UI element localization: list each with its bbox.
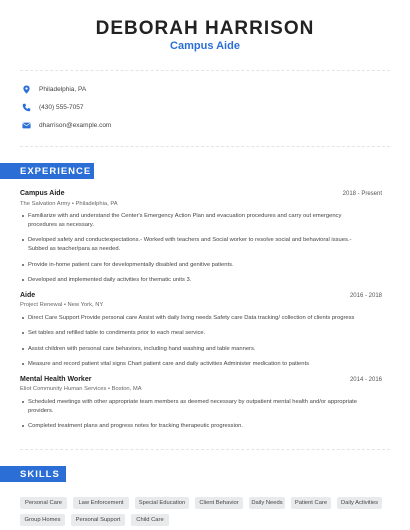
job-org: Project Renewal (20, 302, 63, 308)
job-bullet: Developed and implemented daily activities for thematic units 3. (28, 276, 368, 285)
skill-chip: Personal Care (20, 497, 67, 509)
skill-chip: Client Behavior (195, 497, 243, 509)
job-org: Eliot Community Human Services (20, 386, 107, 392)
contact-location-text: Philadelphia, PA (39, 85, 87, 93)
job-bullet: Developed safety and conductexpectations.- Worked with teachers and Social worker to resolve social and behavioral issues.- Subbed as teacher/para as needed. (28, 236, 368, 253)
divider (20, 146, 390, 147)
job-org-line: Eliot Community Human Services • Boston, MA (20, 386, 142, 392)
contact-location (22, 83, 86, 95)
location-pin-icon (22, 85, 31, 94)
email-icon (22, 121, 31, 130)
job-location: Philadelphia, PA (75, 201, 118, 207)
experience-heading: EXPERIENCE (0, 163, 94, 179)
job-org-line: Project Renewal • New York, NY (20, 302, 104, 308)
job-title: Campus Aide (20, 190, 65, 197)
job-dates: 2014 - 2016 (349, 377, 382, 383)
job-bullet: Assist children with personal care behaviors, including hand washing and table manners. (28, 345, 368, 354)
job-location: Boston, MA (111, 386, 142, 392)
phone-icon (22, 103, 31, 112)
contact-phone-text: (430) 555-7057 (39, 103, 84, 111)
job-bullet: Direct Care Support Provide personal care Assist with daily living needs Safety care Data tracking/ collection of clients progress (28, 314, 368, 323)
job-bullet: Provide in-home patient care for developmentally disabled and genitive patients. (28, 261, 368, 270)
job-dates: 2018 - Present (342, 191, 382, 197)
job-bullet: Set tables and refilled table to condiments prior to each meal service. (28, 329, 368, 338)
job-org: The Salvation Army (20, 201, 71, 207)
skill-chip: Patient Care (291, 497, 331, 509)
skill-chip: Daily Needs (249, 497, 285, 509)
skills-heading: SKILLS (0, 466, 66, 482)
divider (20, 449, 390, 450)
job-bullet: Scheduled meetings with other appropriate team members as deemed necessary by outpatient mental health and/or appropriate providers. (28, 398, 368, 415)
contact-email-text: dharrison@example.com (39, 121, 112, 129)
skill-chip: Personal Support (71, 514, 125, 526)
divider (20, 70, 390, 71)
skill-chip: Group Homes (20, 514, 65, 526)
job-bullet: Completed treatment plans and progress notes for tracking therapeutic progression. (28, 422, 368, 431)
job-bullet: Measure and record patient vital signs Chart patient care and daily activities Administer medication to patients (28, 360, 368, 369)
job-dates: 2016 - 2018 (349, 293, 382, 299)
job-title-headline: Campus Aide (170, 40, 240, 52)
job-location: New York, NY (67, 302, 104, 308)
skill-chip: Daily Activities (337, 497, 382, 509)
candidate-name: DEBORAH HARRISON (95, 18, 315, 39)
job-bullet: Familiarize with and understand the Center's Emergency Action Plan and evacuation procedures and carry out emergency procedures as necessary. (28, 212, 368, 229)
skill-chip: Child Care (131, 514, 169, 526)
skill-chip: Special Education (135, 497, 189, 509)
contact-email (22, 119, 111, 131)
job-org-line: The Salvation Army • Philadelphia, PA (20, 201, 118, 207)
contact-phone (22, 101, 83, 113)
skill-chip: Law Enforcement (73, 497, 129, 509)
job-title: Mental Health Worker (20, 376, 92, 383)
job-title: Aide (20, 292, 36, 299)
